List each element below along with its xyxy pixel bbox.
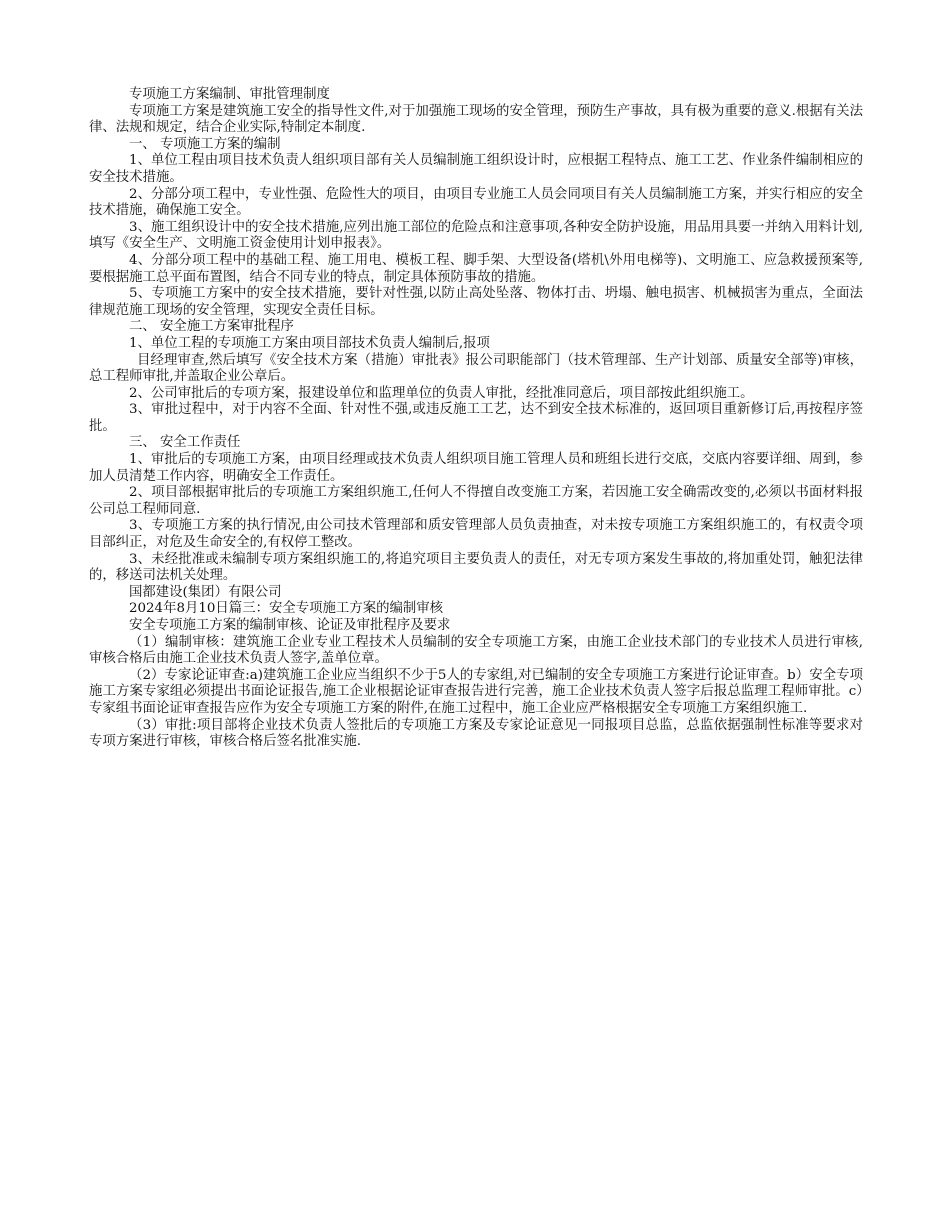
paragraph: 1、单位工程的专项施工方案由项目部技术负责人编制后,报项 (129, 335, 490, 351)
section-heading-2: 二、 安全施工方案审批程序 (129, 319, 294, 335)
paragraph: 5、专项施工方案中的安全技术措施，要针对性强,以防止高处坠落、物体打击、坍塌、触电损害、机械损害为重点，全面法律规范施工现场的安全管理，实现安全责任目标。 (89, 286, 863, 318)
company-name: 国都建设(集团）有限公司 (129, 584, 282, 600)
paragraph: （2）专家论证审查:a)建筑施工企业应当组织不少于5人的专家组,对已编制的安全专项施工方案进行论证审查。b）安全专项施工方案专家组必须提出书面论证报告,施工企业根据论证审查报告进行完善，施工企业技术负责人签字后报总监理工程师审批。c）专家组书面论证审查报告应作为安全专项施工方案的附件,在施工过程中，施工企业应严格根据安全专项施工方案组织施工. (89, 667, 863, 716)
paragraph: 2、分部分项工程中，专业性强、危险性大的项目，由项目专业施工人员会同项目有关人员编制施工方案，并实行相应的安全技术措施，确保施工安全。 (89, 186, 863, 219)
document-body (89, 87, 863, 751)
paragraph: （3）审批:项目部将企业技术负责人签批后的专项施工方案及专家论证意见一同报项目总监，总监依据强制性标准等要求对专项方案进行审核，审核合格后签名批准实施. (89, 717, 863, 750)
paragraph: 4、分部分项工程中的基础工程、施工用电、模板工程、脚手架、大型设备(塔机\外用电梯等)、文明施工、应急救援预案等,要根据施工总平面布置图，结合不同专业的特点，制定具体预防事故的措施。 (89, 252, 863, 285)
date-line: 2024年8月10日篇三：安全专项施工方案的编制审核 (129, 601, 444, 617)
section-heading-3: 三、 安全工作责任 (129, 435, 241, 451)
paragraph: 3、审批过程中，对于内容不全面、针对性不强,或违反施工工艺，达不到安全技术标准的，返回项目重新修订后,再按程序签批。 (89, 402, 863, 434)
paragraph: 3、专项施工方案的执行情况,由公司技术管理部和质安管理部人员负责抽查，对未按专项施工方案组织施工的，有权责令项目部纠正，对危及生命安全的,有权停工整改。 (89, 518, 863, 551)
paragraph: 3、未经批准或未编制专项方案组织施工的,将追究项目主要负责人的责任，对无专项方案发生事故的,将加重处罚，触犯法律的，移送司法机关处理。 (89, 551, 863, 584)
paragraph: 目经理审查,然后填写《安全技术方案（措施）审批表》报公司职能部门（技术管理部、生产计划部、质量安全部等)审核，总工程师审批,并盖取企业公章后。 (89, 352, 863, 385)
paragraph: 1、审批后的专项施工方案，由项目经理或技术负责人组织项目施工管理人员和班组长进行交底，交底内容要详细、周到，参加人员清楚工作内容，明确安全工作责任。 (89, 452, 863, 484)
paragraph: 2、公司审批后的专项方案，报建设单位和监理单位的负责人审批，经批准同意后，项目部按此组织施工。 (129, 385, 754, 401)
subtitle: 安全专项施工方案的编制审核、论证及审批程序及要求 (129, 618, 451, 633)
paragraph: （1）编制审核：建筑施工企业专业工程技术人员编制的安全专项施工方案，由施工企业技术部门的专业技术人员进行审核,审核合格后由施工企业技术负责人签字,盖单位章。 (89, 634, 863, 667)
paragraph: 2、项目部根据审批后的专项施工方案组织施工,任何人不得擅自改变施工方案，若因施工安全确需改变的,必须以书面材料报公司总工程师同意. (89, 485, 863, 517)
paragraph: 3、施工组织设计中的安全技术措施,应列出施工部位的危险点和注意事项,各种安全防护设施，用品用具要一并纳入用料计划,填写《安全生产、文明施工资金使用计划申报表》。 (89, 219, 863, 252)
paragraph: 1、单位工程由项目技术负责人组织项目部有关人员编制施工组织设计时，应根据工程特点、施工工艺、作业条件编制相应的安全技术措施。 (89, 153, 863, 185)
intro-paragraph: 专项施工方案是建筑施工安全的指导性文件,对于加强施工现场的安全管理，预防生产事故，具有极为重要的意义.根据有关法律、法规和规定，结合企业实际,特制定本制度. (89, 103, 863, 136)
document-title: 专项施工方案编制、审批管理制度 (129, 87, 330, 102)
section-heading-1: 一、 专项施工方案的编制 (129, 136, 281, 152)
